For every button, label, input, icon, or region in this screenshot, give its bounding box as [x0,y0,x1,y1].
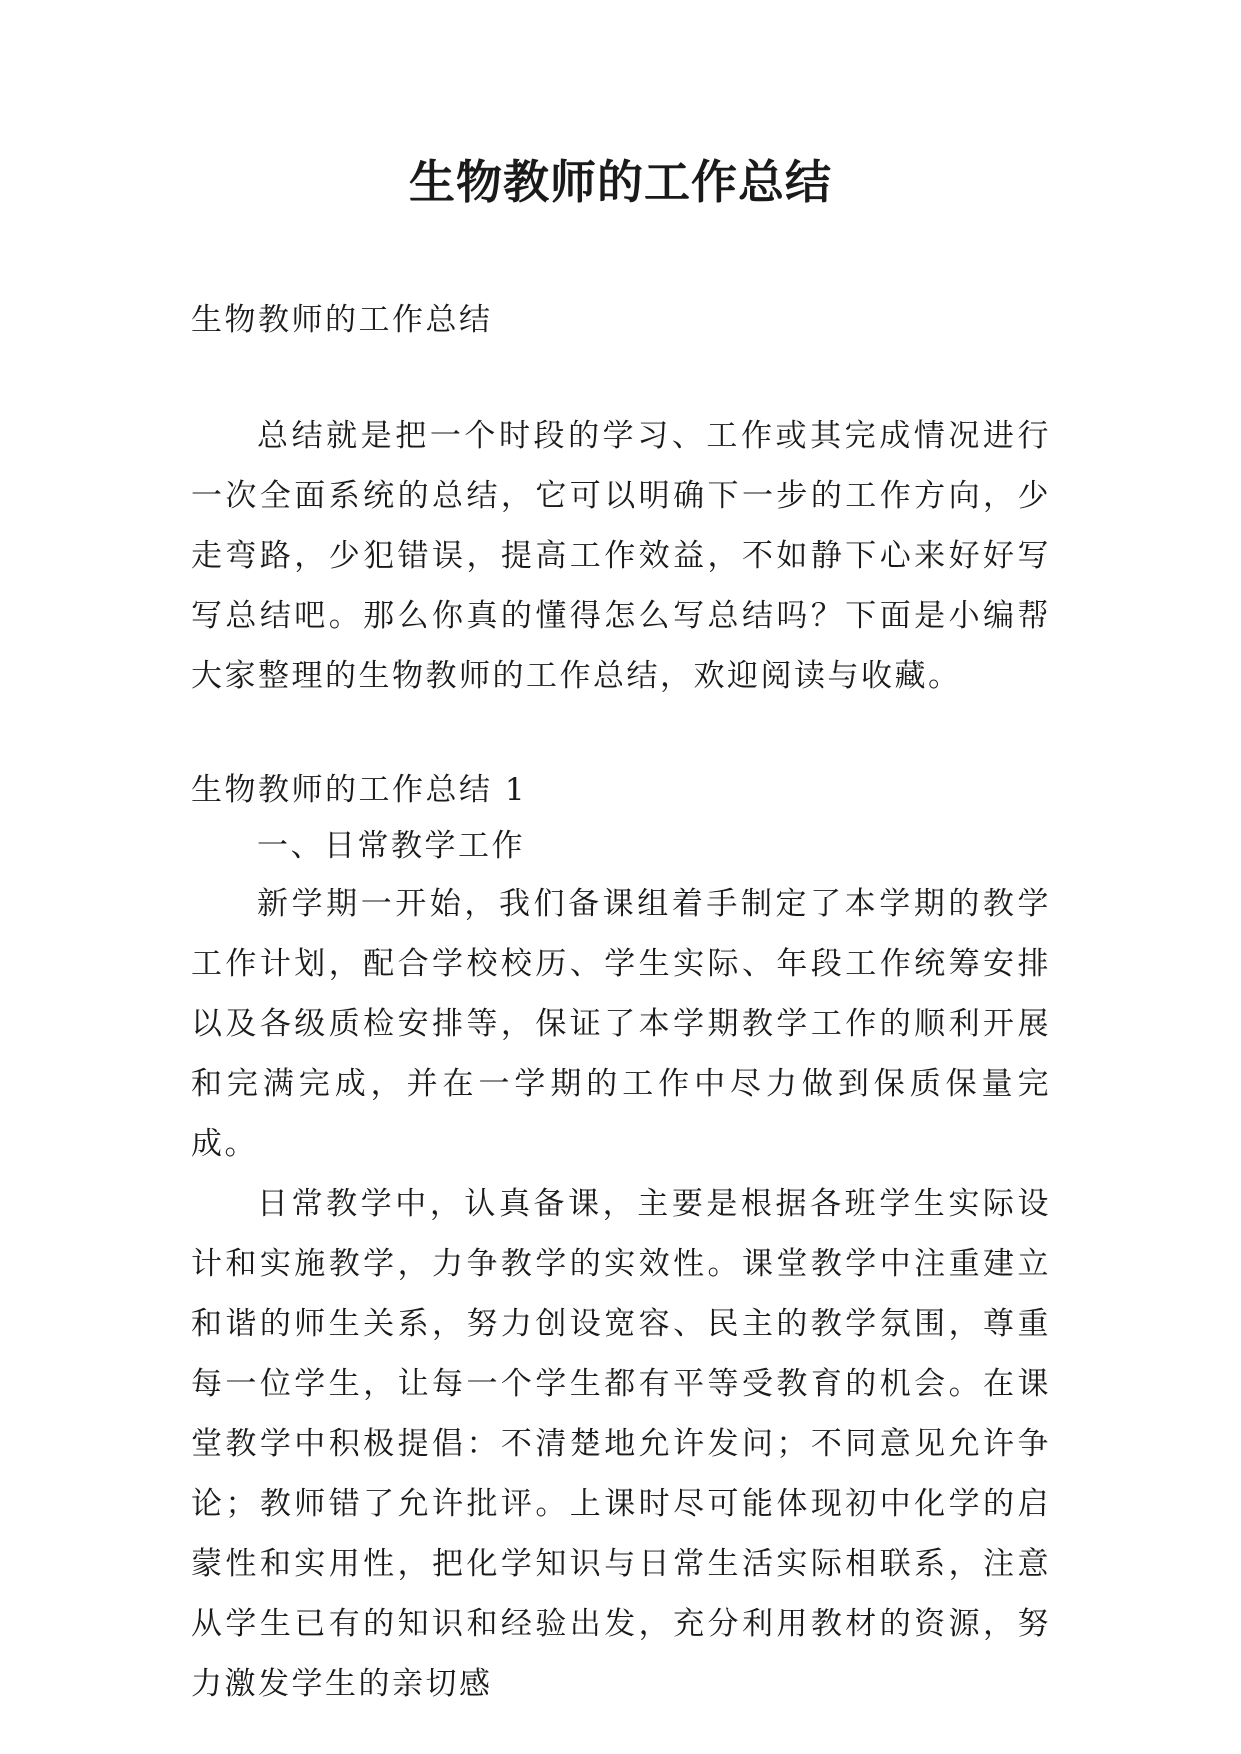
document-subtitle: 生物教师的工作总结 [191,302,493,338]
document-body [191,290,1051,1714]
body-paragraph-1: 新学期一开始，我们备课组着手制定了本学期的教学工作计划，配合学校校历、学生实际、年段工作统筹安排以及各级质检安排等，保证了本学期教学工作的顺利开展和完满完成，并在一学期的工作中尽力做到保质保量完成。 [191,886,1051,1162]
document-title: 生物教师的工作总结 [409,155,832,209]
body-paragraph-2: 日常教学中，认真备课，主要是根据各班学生实际设计和实施教学，力争教学的实效性。课堂教学中注重建立和谐的师生关系，努力创设宽容、民主的教学氛围，尊重每一位学生，让每一个学生都有平等受教育的机会。在课堂教学中积极提倡：不清楚地允许发问；不同意见允许争论；教师错了允许批评。上课时尽可能体现初中化学的启蒙性和实用性，把化学知识与日常生活实际相联系，注意从学生已有的知识和经验出发，充分利用教材的资源，努力激发学生的亲切感 [191,1186,1051,1702]
intro-paragraph: 总结就是把一个时段的学习、工作或其完成情况进行一次全面系统的总结，它可以明确下一步的工作方向，少走弯路，少犯错误，提高工作效益，不如静下心来好好写写总结吧。那么你真的懂得怎么写总结吗？下面是小编帮大家整理的生物教师的工作总结，欢迎阅读与收藏。 [191,418,1051,694]
subsection-heading: 一、日常教学工作 [257,828,525,864]
section-heading: 生物教师的工作总结 1 [191,772,528,808]
